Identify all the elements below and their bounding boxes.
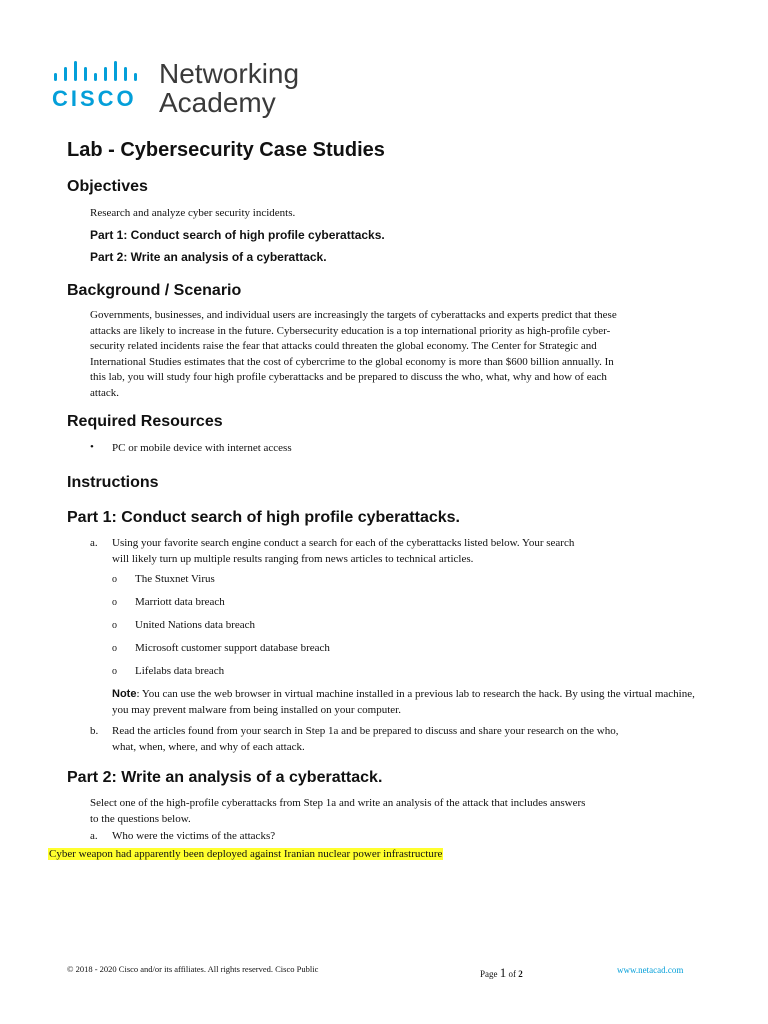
circle-bullet-icon: o <box>112 574 117 585</box>
step-1b-line: Read the articles found from your search in Step 1a and be prepared to discuss and share your research on the who, <box>112 725 619 737</box>
background-line: International Studies estimates that the cost of cybercrime to the global economy is more than $600 billion annually. In <box>90 355 614 368</box>
step-1b-text <box>112 724 618 755</box>
background-line: this lab, you will study four high profile cyberattacks and be prepared to discuss the who, what, why and how of each <box>90 371 607 383</box>
step-1a-line: will likely turn up multiple results ranging from news articles to technical articles. <box>112 552 474 565</box>
step-b-label: b. <box>90 725 99 737</box>
page-number: 1 <box>499 965 507 980</box>
note-label: Note <box>112 688 137 700</box>
objectives-heading: Objectives <box>67 178 148 195</box>
question-a-label: a. <box>90 830 98 842</box>
highlighted-answer: Cyber weapon had apparently been deployed against Iranian nuclear power infrastructure <box>49 848 443 860</box>
footer-page-indicator <box>480 965 523 981</box>
background-line: attack. <box>90 386 120 399</box>
cisco-wordmark: CISCO <box>52 86 137 111</box>
resources-heading: Required Resources <box>67 413 223 430</box>
instructions-heading: Instructions <box>67 474 159 491</box>
background-paragraph <box>90 308 617 401</box>
logo-networking-text: Networking <box>159 58 300 89</box>
cisco-bars-icon <box>54 59 148 83</box>
background-line: security related incidents raise the fear that attacks could threaten the global economy. The Center for Strategic and <box>90 340 597 352</box>
background-line: attacks are likely to increase in the future. Cybersecurity education is a top international priority as high-profile cyber- <box>90 324 611 337</box>
part2-intro-line: Select one of the high-profile cyberattacks from Step 1a and write an analysis of the attack that includes answers <box>90 797 586 809</box>
attack-item: Lifelabs data breach <box>135 665 225 677</box>
footer-copyright: © 2018 - 2020 Cisco and/or its affiliates. All rights reserved. Cisco Public <box>67 964 319 974</box>
page-title: Lab - Cybersecurity Case Studies <box>67 139 385 161</box>
page-total: 2 <box>518 969 523 979</box>
footer-url-link[interactable]: www.netacad.com <box>617 965 684 975</box>
page-word: Page <box>480 969 498 979</box>
note-paragraph <box>112 687 702 718</box>
resource-item: PC or mobile device with internet access <box>112 442 292 454</box>
of-word: of <box>508 969 516 979</box>
attack-item: The Stuxnet Virus <box>135 573 215 585</box>
step-1a-line: Using your favorite search engine conduct a search for each of the cyberattacks listed below. Your search <box>112 537 575 549</box>
circle-bullet-icon: o <box>112 643 117 654</box>
background-line: Governments, businesses, and individual users are increasingly the targets of cyberattacks and experts predict that these <box>90 309 617 321</box>
step-1b-line: what, when, where, and why of each attack. <box>112 740 305 753</box>
attack-item: Microsoft customer support database breach <box>135 642 330 654</box>
cisco-networking-academy-logo <box>52 56 312 118</box>
attack-item: United Nations data breach <box>135 619 256 631</box>
objectives-intro: Research and analyze cyber security incidents. <box>90 207 296 219</box>
circle-bullet-icon: o <box>112 620 117 631</box>
step-a-label: a. <box>90 537 98 549</box>
note-text: : You can use the web browser in virtual machine installed in a previous lab to research the hack. By using the virtual machine, you may prevent malware from being installed on your computer. <box>112 688 695 716</box>
part2-intro <box>90 796 585 827</box>
part2-intro-line: to the questions below. <box>90 812 191 825</box>
question-a-text: Who were the victims of the attacks? <box>112 830 276 842</box>
circle-bullet-icon: o <box>112 597 117 608</box>
attack-item: Marriott data breach <box>135 596 225 608</box>
objective-part-1: Part 1: Conduct search of high profile cyberattacks. <box>90 228 385 242</box>
objective-part-2: Part 2: Write an analysis of a cyberattack. <box>90 250 327 264</box>
step-1a-text <box>112 536 574 567</box>
bullet-icon: • <box>90 441 94 453</box>
part1-heading: Part 1: Conduct search of high profile cyberattacks. <box>67 509 460 526</box>
logo-academy-text: Academy <box>159 87 276 118</box>
part2-heading: Part 2: Write an analysis of a cyberattack. <box>67 769 383 786</box>
circle-bullet-icon: o <box>112 666 117 677</box>
background-heading: Background / Scenario <box>67 282 242 299</box>
